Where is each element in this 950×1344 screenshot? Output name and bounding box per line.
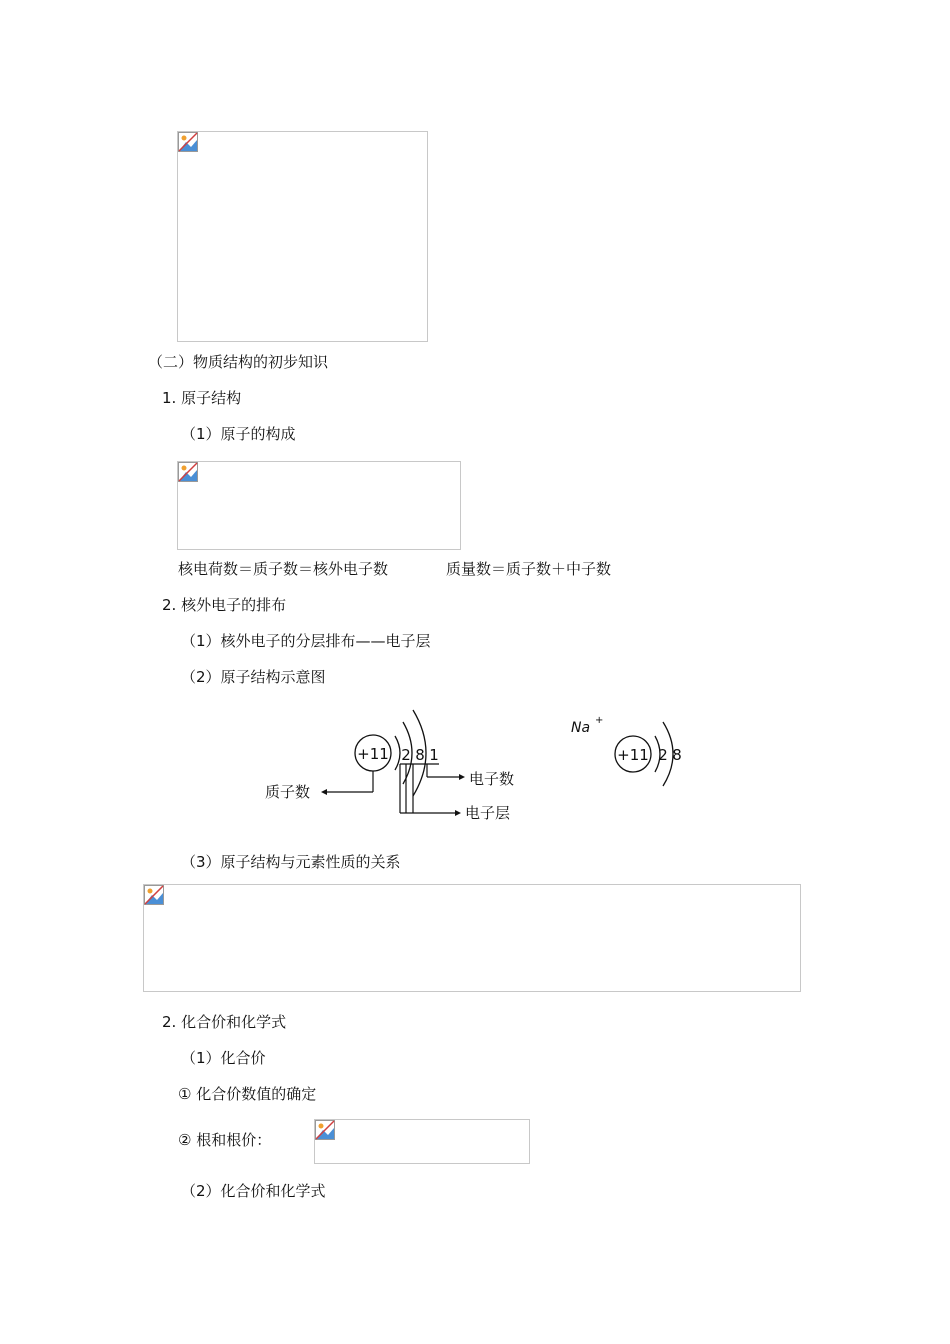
ion-shell-count-2: 8 <box>672 746 682 764</box>
item-structure-properties: （3）原子结构与元素性质的关系 <box>181 853 401 871</box>
formula-charge: 核电荷数＝质子数＝核外电子数 <box>178 560 389 578</box>
shell-arrow <box>455 810 461 816</box>
item-valence-and-formula: （2）化合价和化学式 <box>181 1182 326 1200</box>
item-valence: （1）化合价 <box>181 1049 266 1067</box>
label-electron-count: 电子数 <box>469 770 515 788</box>
item-valence-formula: 2. 化合价和化学式 <box>162 1013 287 1031</box>
electron-count-arrow <box>459 774 465 780</box>
broken-image-icon <box>315 1120 335 1140</box>
shell-count-3: 1 <box>429 746 439 764</box>
ion-charge: + <box>595 715 604 726</box>
shell-arc-1 <box>395 736 400 770</box>
atom-structure-diagram <box>255 700 555 830</box>
image-placeholder-2 <box>177 461 461 550</box>
broken-image-icon <box>178 132 198 152</box>
image-placeholder-4 <box>314 1119 530 1164</box>
shell-count-1: 2 <box>401 746 411 764</box>
image-placeholder-3 <box>143 884 801 992</box>
section-heading: （二）物质结构的初步知识 <box>148 353 329 371</box>
item-radical-valence: ② 根和根价： <box>178 1131 272 1149</box>
nucleus-charge-label: +11 <box>357 745 389 763</box>
proton-arrow <box>321 789 327 795</box>
label-proton-count: 质子数 <box>265 783 311 801</box>
shell-count-2: 8 <box>415 746 425 764</box>
ion-structure-diagram <box>565 708 695 798</box>
item-atom-composition: （1）原子的构成 <box>181 425 296 443</box>
ion-nucleus-label: +11 <box>617 746 649 764</box>
label-electron-shell: 电子层 <box>465 804 511 822</box>
broken-image-icon <box>144 885 164 905</box>
item-structure-diagram: （2）原子结构示意图 <box>181 668 326 686</box>
image-placeholder-1 <box>177 131 428 342</box>
item-electron-shells: （1）核外电子的分层排布——电子层 <box>181 632 431 650</box>
ion-shell-count-1: 2 <box>658 746 668 764</box>
ion-symbol: Na <box>571 720 591 736</box>
item-atomic-structure: 1. 原子结构 <box>162 389 242 407</box>
broken-image-icon <box>178 462 198 482</box>
item-electron-arrangement: 2. 核外电子的排布 <box>162 596 287 614</box>
formula-mass: 质量数＝质子数＋中子数 <box>446 560 612 578</box>
item-valence-determination: ① 化合价数值的确定 <box>178 1085 317 1103</box>
